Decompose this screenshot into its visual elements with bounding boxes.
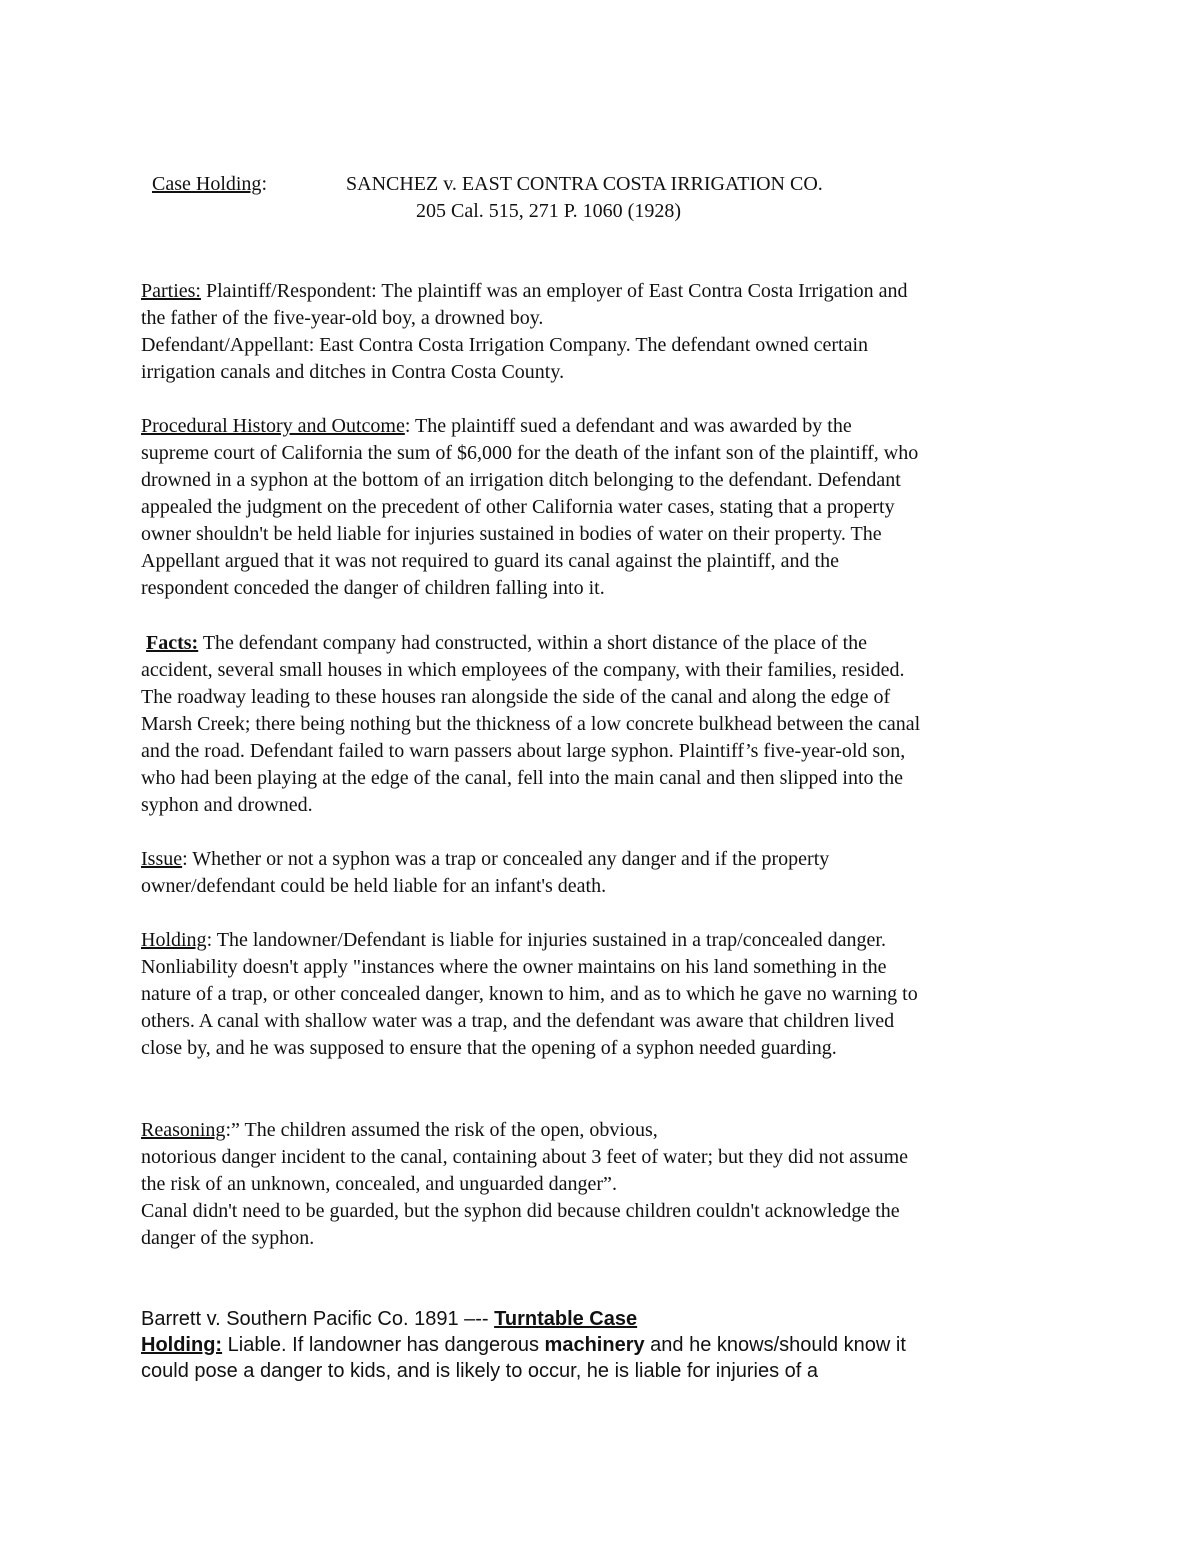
reasoning-line: the risk of an unknown, concealed, and unguarded danger”.: [141, 1173, 617, 1195]
facts-line: who had been playing at the edge of the canal, fell into the main canal and then slipped into the: [141, 767, 903, 789]
case-citation: 205 Cal. 515, 271 P. 1060 (1928): [416, 200, 681, 222]
case-holding-label: Case Holding:: [152, 173, 267, 195]
reasoning-line: notorious danger incident to the canal, containing about 3 feet of water; but they did not assume: [141, 1146, 909, 1168]
parties-line: irrigation canals and ditches in Contra Costa County.: [141, 361, 565, 383]
facts-line: The roadway leading to these houses ran alongside the side of the canal and along the edge of: [141, 686, 891, 708]
case-header: [152, 171, 1052, 198]
holding-section: [141, 927, 1071, 1062]
barrett-line: could pose a danger to kids, and is likely to occur, he is liable for injuries of a: [141, 1360, 819, 1382]
parties-section: [141, 278, 1071, 386]
procedural-line: drowned in a syphon at the bottom of an irrigation ditch belonging to the defendant. Defendant: [141, 469, 901, 491]
holding-label: Holding: [141, 929, 207, 951]
reasoning-section: [141, 1117, 1071, 1252]
procedural-line: respondent conceded the danger of children falling into it.: [141, 577, 605, 599]
barrett-title: Barrett v. Southern Pacific Co. 1891 –-- Turntable Case: [141, 1308, 638, 1330]
procedural-line: supreme court of California the sum of $6,000 for the death of the infant son of the plaintiff, who: [141, 442, 919, 464]
holding-line: close by, and he was supposed to ensure that the opening of a syphon needed guarding.: [141, 1037, 837, 1059]
procedural-line: appealed the judgment on the precedent of other California water cases, stating that a property: [141, 496, 895, 518]
procedural-section: [141, 413, 1071, 602]
holding-line: nature of a trap, or other concealed danger, known to him, and as to which he gave no warning to: [141, 983, 918, 1005]
procedural-line: Appellant argued that it was not required to guard its canal against the plaintiff, and the: [141, 550, 839, 572]
procedural-line: : The plaintiff sued a defendant and was awarded by the: [404, 415, 852, 437]
reasoning-line: Canal didn't need to be guarded, but the syphon did because children couldn't acknowledge the: [141, 1200, 900, 1222]
reasoning-label: Reasoning: [141, 1119, 226, 1141]
issue-label: Issue: [141, 848, 183, 870]
reasoning-line: danger of the syphon.: [141, 1227, 315, 1249]
machinery-emphasis: machinery: [544, 1334, 645, 1356]
barrett-holding-label: Holding:: [141, 1334, 223, 1356]
facts-section: [141, 630, 1071, 819]
facts-line: Marsh Creek; there being nothing but the thickness of a low concrete bulkhead between the canal: [141, 713, 921, 735]
facts-line: accident, several small houses in which employees of the company, with their families, resided.: [141, 659, 905, 681]
holding-line: : The landowner/Defendant is liable for injuries sustained in a trap/concealed danger.: [206, 929, 886, 951]
facts-line: The defendant company had constructed, within a short distance of the place of the: [198, 632, 868, 654]
facts-line: and the road. Defendant failed to warn passers about large syphon. Plaintiff’s five-year-old son,: [141, 740, 906, 762]
facts-label: Facts:: [146, 632, 199, 654]
turntable-case-label: Turntable Case: [494, 1308, 638, 1330]
facts-line: syphon and drowned.: [141, 794, 313, 816]
parties-label: Parties:: [141, 280, 201, 302]
holding-line: others. A canal with shallow water was a trap, and the defendant was aware that children lived: [141, 1010, 895, 1032]
parties-line: the father of the five-year-old boy, a drowned boy.: [141, 307, 544, 329]
procedural-label: Procedural History and Outcome: [141, 415, 405, 437]
parties-line: Defendant/Appellant: East Contra Costa Irrigation Company. The defendant owned certain: [141, 334, 869, 356]
barrett-section: Barrett v. Southern Pacific Co. 1891 –-- Turntable Case Holding: Liable. If landowner has dangerous machinery and he knows/should know it could pose a danger to kids, and is likely to occur, he is liable for injuries of a: [141, 1306, 1071, 1384]
issue-line: owner/defendant could be held liable for an infant's death.: [141, 875, 607, 897]
reasoning-line: :” The children assumed the risk of the open, obvious,: [225, 1119, 658, 1141]
case-name: SANCHEZ v. EAST CONTRA COSTA IRRIGATION CO.: [346, 173, 823, 195]
parties-line: Plaintiff/Respondent: The plaintiff was an employer of East Contra Costa Irrigation and: [201, 280, 908, 302]
holding-line: Nonliability doesn't apply "instances where the owner maintains on his land something in the: [141, 956, 887, 978]
procedural-line: owner shouldn't be held liable for injuries sustained in bodies of water on their property. The: [141, 523, 882, 545]
issue-line: : Whether or not a syphon was a trap or concealed any danger and if the property: [182, 848, 830, 870]
issue-section: [141, 846, 1071, 900]
